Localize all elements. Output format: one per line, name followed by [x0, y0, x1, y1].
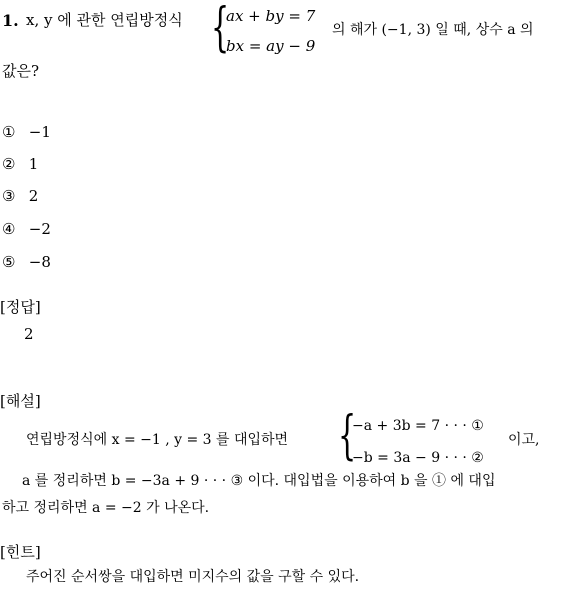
- choice-1-value: −1: [28, 123, 51, 141]
- choice-1: [2, 124, 51, 141]
- explanation-line3: 하고 정리하면 a = −2 가 나온다.: [2, 500, 210, 516]
- left-brace: {: [211, 0, 230, 58]
- choice-5-num: ⑤: [2, 253, 16, 271]
- explanation-left-brace: {: [338, 406, 357, 466]
- problem-text-line2: 값은?: [2, 62, 40, 80]
- system-eq-1: ax + by = 7: [226, 7, 316, 25]
- choice-2-value: 1: [28, 155, 39, 173]
- hint-label: [힌트]: [0, 543, 41, 561]
- choice-1-num: ①: [2, 123, 16, 141]
- choice-3-num: ③: [2, 187, 16, 205]
- choice-5-value: −8: [28, 253, 51, 271]
- problem-text-after: 의 해가 (−1, 3) 일 때, 상수 a 의: [332, 22, 534, 38]
- hint-text: 주어진 순서쌍을 대입하면 미지수의 값을 구할 수 있다.: [26, 569, 360, 585]
- explanation-system-eq-1: −a + 3b = 7 · · · ①: [352, 418, 484, 434]
- choice-5: [2, 254, 51, 271]
- answer-label: [정답]: [0, 298, 41, 316]
- choice-2-num: ②: [2, 155, 16, 173]
- choice-3: [2, 188, 38, 205]
- explanation-line1-after: 이고,: [508, 432, 540, 448]
- explanation-system-eq-2: −b = 3a − 9 · · · ②: [352, 450, 484, 466]
- system-eq-2: bx = ay − 9: [226, 37, 316, 55]
- explanation-label: [해설]: [0, 392, 41, 410]
- choice-4-value: −2: [28, 220, 51, 238]
- choice-4: [2, 221, 51, 238]
- choice-2: [2, 156, 38, 173]
- problem-text-before: x, y 에 관한 연립방정식: [26, 11, 183, 29]
- explanation-line1-before: 연립방정식에 x = −1 , y = 3 를 대입하면: [26, 432, 289, 448]
- choice-4-num: ④: [2, 220, 16, 238]
- choice-3-value: 2: [28, 187, 39, 205]
- explanation-line2: a 를 정리하면 b = −3a + 9 · · · ③ 이다. 대입법을 이용하여 b 을 ① 에 대입: [22, 473, 496, 489]
- answer-value: 2: [24, 325, 34, 343]
- problem-number: 1.: [2, 11, 19, 30]
